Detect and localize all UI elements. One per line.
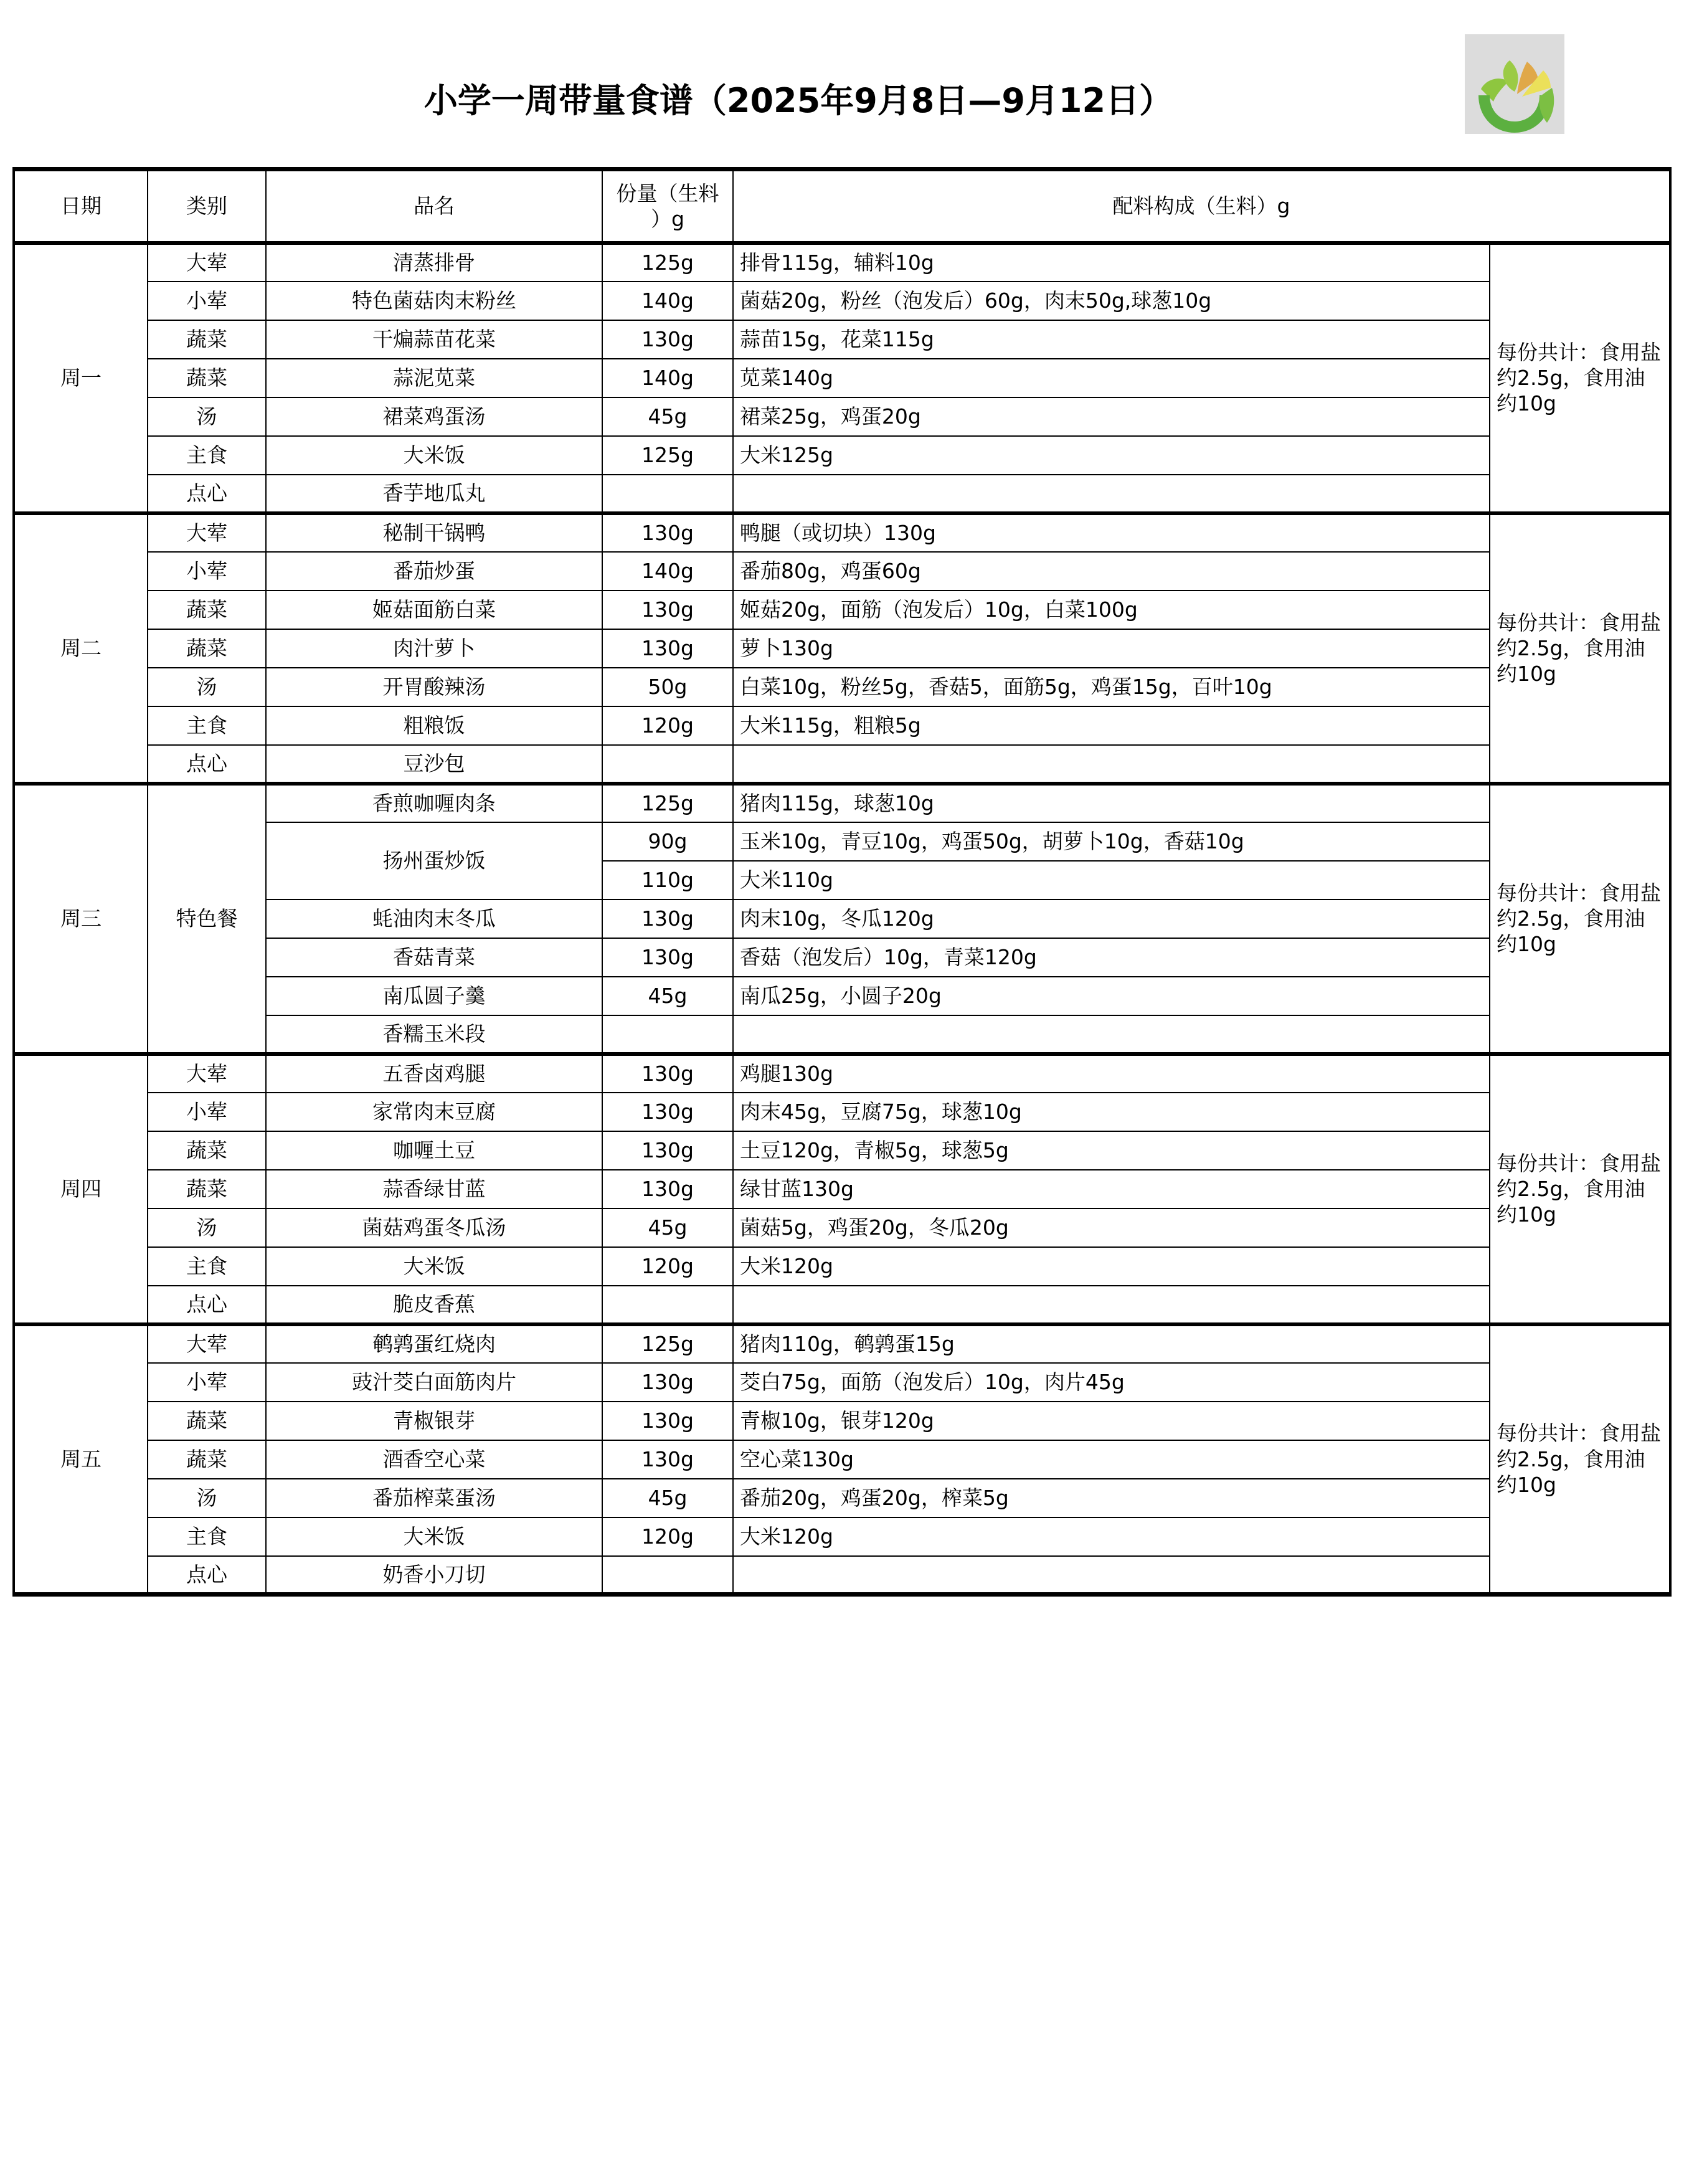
dish-name: 香菇青菜	[266, 938, 602, 977]
table-row	[14, 668, 1670, 706]
dish-category: 点心	[148, 1286, 266, 1324]
daily-salt-oil-summary: 每份共计：食用盐约2.5g，食用油约10g	[1490, 1054, 1670, 1324]
dish-category: 蔬菜	[148, 591, 266, 629]
dish-quantity: 125g	[602, 1324, 733, 1363]
dish-ingredients	[733, 1015, 1490, 1054]
dish-ingredients: 鸡腿130g	[733, 1054, 1490, 1093]
table-row	[14, 552, 1670, 591]
dish-name: 香糯玉米段	[266, 1015, 602, 1054]
dish-quantity: 130g	[602, 900, 733, 938]
dish-ingredients: 排骨115g，辅料10g	[733, 243, 1490, 282]
dish-quantity: 130g	[602, 1402, 733, 1440]
dish-ingredients: 大米115g，粗粮5g	[733, 706, 1490, 745]
dish-category: 蔬菜	[148, 320, 266, 359]
dish-name: 秘制干锅鸭	[266, 513, 602, 552]
dish-name: 大米饭	[266, 1517, 602, 1556]
dish-ingredients: 青椒10g，银芽120g	[733, 1402, 1490, 1440]
dish-name: 菌菇鸡蛋冬瓜汤	[266, 1208, 602, 1247]
dish-ingredients: 香菇（泡发后）10g，青菜120g	[733, 938, 1490, 977]
dish-ingredients: 茭白75g，面筋（泡发后）10g，肉片45g	[733, 1363, 1490, 1402]
dish-ingredients: 菌菇5g，鸡蛋20g，冬瓜20g	[733, 1208, 1490, 1247]
dish-name: 粗粮饭	[266, 706, 602, 745]
dish-ingredients: 大米110g	[733, 861, 1490, 900]
dish-ingredients: 菌菇20g，粉丝（泡发后）60g，肉末50g,球葱10g	[733, 282, 1490, 320]
dish-category: 蔬菜	[148, 1402, 266, 1440]
dish-ingredients: 猪肉110g，鹌鹑蛋15g	[733, 1324, 1490, 1363]
daily-salt-oil-summary: 每份共计：食用盐约2.5g，食用油约10g	[1490, 243, 1670, 513]
dish-name: 奶香小刀切	[266, 1556, 602, 1595]
dish-category: 主食	[148, 1517, 266, 1556]
dish-name: 鹌鹑蛋红烧肉	[266, 1324, 602, 1363]
dish-quantity: 45g	[602, 1479, 733, 1517]
dish-ingredients: 裙菜25g，鸡蛋20g	[733, 397, 1490, 436]
table-row	[14, 1440, 1670, 1479]
dish-quantity: 130g	[602, 1440, 733, 1479]
table-row	[14, 1479, 1670, 1517]
dish-ingredients: 大米125g	[733, 436, 1490, 475]
dish-name: 特色菌菇肉末粉丝	[266, 282, 602, 320]
table-row	[14, 397, 1670, 436]
dish-name: 脆皮香蕉	[266, 1286, 602, 1324]
dish-quantity: 130g	[602, 1363, 733, 1402]
dish-quantity: 120g	[602, 1517, 733, 1556]
dish-quantity: 130g	[602, 629, 733, 668]
dish-quantity: 120g	[602, 1247, 733, 1286]
table-row	[14, 1247, 1670, 1286]
day-label-2: 周二	[14, 513, 148, 784]
table-row	[14, 1363, 1670, 1402]
dish-ingredients: 玉米10g，青豆10g，鸡蛋50g，胡萝卜10g，香菇10g	[733, 822, 1490, 861]
table-row	[14, 359, 1670, 397]
dish-ingredients: 绿甘蓝130g	[733, 1170, 1490, 1208]
dish-category: 蔬菜	[148, 1131, 266, 1170]
table-row	[14, 1402, 1670, 1440]
daily-salt-oil-summary: 每份共计：食用盐约2.5g，食用油约10g	[1490, 1324, 1670, 1595]
dish-quantity	[602, 1556, 733, 1595]
table-row	[14, 513, 1670, 552]
dish-category: 小荤	[148, 282, 266, 320]
dish-category: 汤	[148, 1479, 266, 1517]
sprout-bowl-logo	[1465, 34, 1564, 134]
dish-name: 番茄炒蛋	[266, 552, 602, 591]
weekly-menu-table	[12, 167, 1672, 1597]
dish-quantity: 130g	[602, 1093, 733, 1131]
dish-category: 蔬菜	[148, 1440, 266, 1479]
dish-name: 蒜泥苋菜	[266, 359, 602, 397]
table-row	[14, 629, 1670, 668]
table-row	[14, 1093, 1670, 1131]
dish-category: 主食	[148, 1247, 266, 1286]
dish-category: 小荤	[148, 552, 266, 591]
dish-name: 青椒银芽	[266, 1402, 602, 1440]
dish-ingredients: 姬菇20g，面筋（泡发后）10g，白菜100g	[733, 591, 1490, 629]
dish-name: 五香卤鸡腿	[266, 1054, 602, 1093]
dish-category: 汤	[148, 1208, 266, 1247]
dish-category: 点心	[148, 475, 266, 513]
table-row	[14, 320, 1670, 359]
header-ingredients: 配料构成（生料）g	[733, 169, 1670, 243]
dish-ingredients	[733, 1556, 1490, 1595]
dish-quantity: 130g	[602, 591, 733, 629]
dish-category: 大荤	[148, 1054, 266, 1093]
table-header-row	[14, 169, 1670, 243]
table-row	[14, 436, 1670, 475]
dish-name: 香煎咖喱肉条	[266, 784, 602, 822]
dish-category: 主食	[148, 436, 266, 475]
header-date: 日期	[14, 169, 148, 243]
table-row	[14, 1324, 1670, 1363]
dish-category: 点心	[148, 745, 266, 784]
dish-quantity: 125g	[602, 436, 733, 475]
dish-quantity: 130g	[602, 1054, 733, 1093]
dish-quantity: 130g	[602, 1170, 733, 1208]
dish-name: 裙菜鸡蛋汤	[266, 397, 602, 436]
dish-name: 开胃酸辣汤	[266, 668, 602, 706]
category-special-meal: 特色餐	[148, 784, 266, 1054]
dish-name: 干煸蒜苗花菜	[266, 320, 602, 359]
dish-ingredients: 苋菜140g	[733, 359, 1490, 397]
dish-name: 大米饭	[266, 1247, 602, 1286]
dish-quantity: 90g	[602, 822, 733, 861]
dish-category: 主食	[148, 706, 266, 745]
dish-name: 肉汁萝卜	[266, 629, 602, 668]
day-label-1: 周一	[14, 243, 148, 513]
dish-quantity	[602, 1015, 733, 1054]
dish-quantity: 130g	[602, 513, 733, 552]
dish-quantity: 45g	[602, 977, 733, 1015]
dish-quantity	[602, 745, 733, 784]
dish-name: 清蒸排骨	[266, 243, 602, 282]
daily-salt-oil-summary: 每份共计：食用盐约2.5g，食用油约10g	[1490, 784, 1670, 1054]
dish-name: 蒜香绿甘蓝	[266, 1170, 602, 1208]
dish-category: 大荤	[148, 243, 266, 282]
dish-name: 豆沙包	[266, 745, 602, 784]
dish-ingredients: 番茄20g，鸡蛋20g，榨菜5g	[733, 1479, 1490, 1517]
dish-category: 蔬菜	[148, 359, 266, 397]
dish-quantity: 45g	[602, 397, 733, 436]
dish-quantity: 130g	[602, 1131, 733, 1170]
page-title: 小学一周带量食谱（2025年9月8日—9月12日）	[423, 81, 1173, 120]
dish-quantity: 140g	[602, 552, 733, 591]
table-row	[14, 591, 1670, 629]
table-row	[14, 243, 1670, 282]
dish-ingredients: 蒜苗15g，花菜115g	[733, 320, 1490, 359]
dish-ingredients: 土豆120g，青椒5g，球葱5g	[733, 1131, 1490, 1170]
table-row	[14, 475, 1670, 513]
dish-category: 蔬菜	[148, 629, 266, 668]
table-row	[14, 1170, 1670, 1208]
table-row	[14, 282, 1670, 320]
day-label-4: 周四	[14, 1054, 148, 1324]
dish-quantity: 125g	[602, 784, 733, 822]
dish-name: 南瓜圆子羹	[266, 977, 602, 1015]
dish-quantity: 125g	[602, 243, 733, 282]
day-label-5: 周五	[14, 1324, 148, 1595]
dish-category: 汤	[148, 668, 266, 706]
dish-name: 豉汁茭白面筋肉片	[266, 1363, 602, 1402]
dish-category: 大荤	[148, 513, 266, 552]
dish-category: 小荤	[148, 1363, 266, 1402]
header-dish: 品名	[266, 169, 602, 243]
table-row	[14, 1054, 1670, 1093]
dish-quantity: 120g	[602, 706, 733, 745]
dish-category: 蔬菜	[148, 1170, 266, 1208]
dish-quantity	[602, 1286, 733, 1324]
dish-category: 汤	[148, 397, 266, 436]
dish-ingredients: 大米120g	[733, 1517, 1490, 1556]
dish-ingredients	[733, 475, 1490, 513]
dish-category: 小荤	[148, 1093, 266, 1131]
document-header	[0, 0, 1684, 167]
dish-quantity	[602, 475, 733, 513]
dish-quantity: 130g	[602, 320, 733, 359]
header-quantity	[602, 169, 733, 243]
dish-ingredients	[733, 745, 1490, 784]
table-row	[14, 784, 1670, 822]
dish-name: 扬州蛋炒饭	[266, 822, 602, 900]
dish-quantity: 110g	[602, 861, 733, 900]
dish-name: 香芋地瓜丸	[266, 475, 602, 513]
table-row	[14, 1556, 1670, 1595]
dish-ingredients	[733, 1286, 1490, 1324]
dish-name: 咖喱土豆	[266, 1131, 602, 1170]
dish-ingredients: 白菜10g，粉丝5g，香菇5，面筋5g，鸡蛋15g，百叶10g	[733, 668, 1490, 706]
dish-quantity: 130g	[602, 938, 733, 977]
table-row	[14, 1208, 1670, 1247]
dish-ingredients: 鸭腿（或切块）130g	[733, 513, 1490, 552]
day-label-3: 周三	[14, 784, 148, 1054]
dish-quantity: 140g	[602, 359, 733, 397]
table-row	[14, 1286, 1670, 1324]
header-quantity-line1: 份量（生料	[616, 181, 719, 206]
dish-name: 大米饭	[266, 436, 602, 475]
header-category: 类别	[148, 169, 266, 243]
daily-salt-oil-summary: 每份共计：食用盐约2.5g，食用油约10g	[1490, 513, 1670, 784]
dish-name: 姬菇面筋白菜	[266, 591, 602, 629]
header-quantity-line2: ）g	[651, 206, 684, 231]
dish-ingredients: 南瓜25g，小圆子20g	[733, 977, 1490, 1015]
table-row	[14, 1131, 1670, 1170]
dish-ingredients: 萝卜130g	[733, 629, 1490, 668]
dish-ingredients: 猪肉115g，球葱10g	[733, 784, 1490, 822]
table-row	[14, 1517, 1670, 1556]
dish-category: 点心	[148, 1556, 266, 1595]
dish-quantity: 45g	[602, 1208, 733, 1247]
dish-quantity: 50g	[602, 668, 733, 706]
dish-quantity: 140g	[602, 282, 733, 320]
dish-name: 家常肉末豆腐	[266, 1093, 602, 1131]
dish-ingredients: 番茄80g，鸡蛋60g	[733, 552, 1490, 591]
dish-name: 番茄榨菜蛋汤	[266, 1479, 602, 1517]
table-row	[14, 745, 1670, 784]
dish-ingredients: 大米120g	[733, 1247, 1490, 1286]
dish-ingredients: 肉末45g，豆腐75g，球葱10g	[733, 1093, 1490, 1131]
table-row	[14, 706, 1670, 745]
dish-name: 酒香空心菜	[266, 1440, 602, 1479]
dish-ingredients: 空心菜130g	[733, 1440, 1490, 1479]
dish-name: 蚝油肉末冬瓜	[266, 900, 602, 938]
dish-category: 大荤	[148, 1324, 266, 1363]
dish-ingredients: 肉末10g，冬瓜120g	[733, 900, 1490, 938]
